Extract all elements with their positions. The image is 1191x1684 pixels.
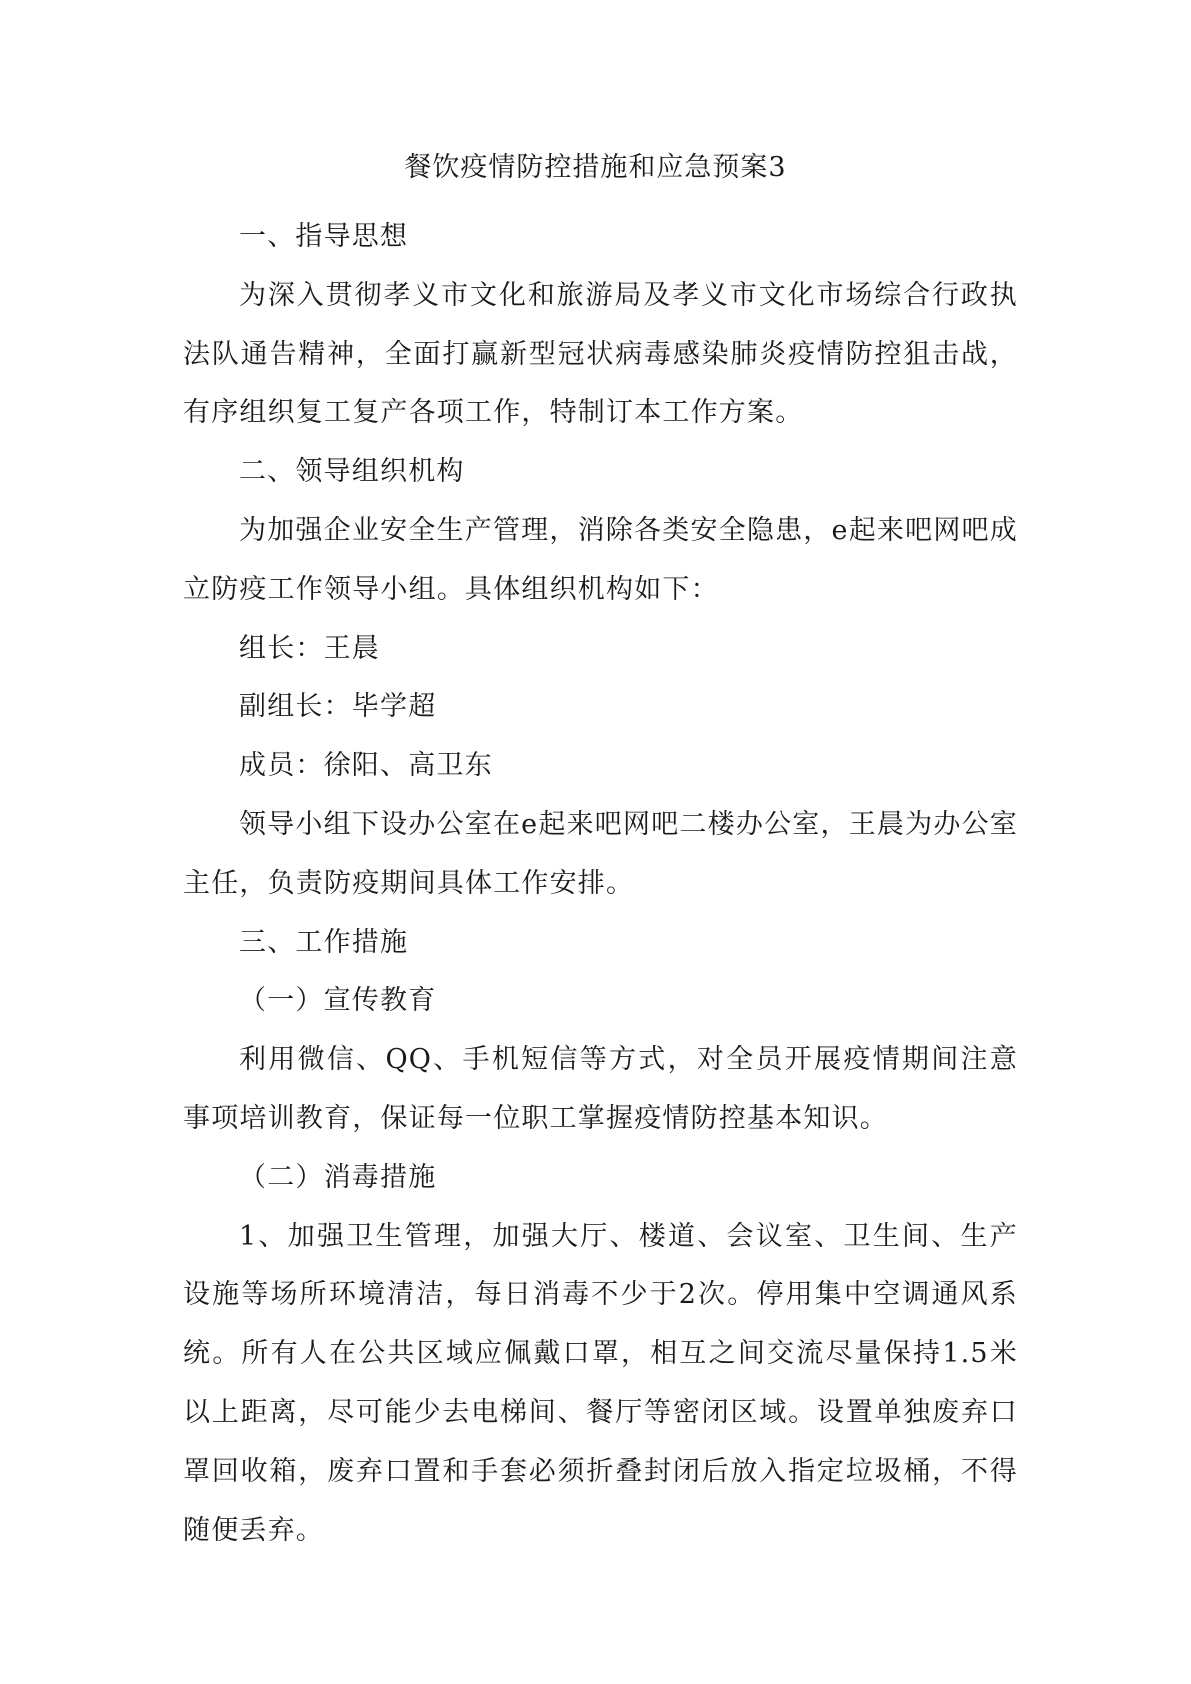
paragraph-office: 领导小组下设办公室在e起来吧网吧二楼办公室，王晨为办公室主任，负责防疫期间具体工作安排。 <box>183 808 1018 899</box>
document-title: 餐饮疫情防控措施和应急预案3 <box>404 152 787 183</box>
heading-guiding-ideology: 一、指导思想 <box>239 221 409 252</box>
document-body <box>183 208 1018 1560</box>
paragraph-guiding-ideology: 为深入贯彻孝义市文化和旅游局及孝义市文化市场综合行政执法队通告精神，全面打赢新型冠状病毒感染肺炎疫情防控狙击战，有序组织复工复产各项工作，特制订本工作方案。 <box>183 279 1018 429</box>
paragraph-publicity-education: 利用微信、QQ、手机短信等方式，对全员开展疫情期间注意事项培训教育，保证每一位职工掌握疫情防控基本知识。 <box>183 1044 1018 1134</box>
team-leader-line: 组长：王晨 <box>239 632 380 664</box>
subheading-disinfection: （二）消毒措施 <box>239 1161 437 1193</box>
paragraph-disinfection: 1、加强卫生管理，加强大厅、楼道、会议室、卫生间、生产设施等场所环境清洁，每日消毒不少于2次。停用集中空调通风系统。所有人在公共区域应佩戴口罩，相互之间交流尽量保持1.5米以上距离，尽可能少去电梯间、餐厅等密闭区域。设置单独废弃口罩回收箱，废弃口置和手套必须折叠封闭后放入指定垃圾桶，不得随便丢弃。 <box>183 1220 1018 1546</box>
subheading-publicity-education: （一）宣传教育 <box>239 985 437 1017</box>
members-line: 成员：徐阳、高卫东 <box>239 750 493 782</box>
heading-work-measures: 三、工作措施 <box>239 926 409 958</box>
paragraph-leadership-organization: 为加强企业安全生产管理，消除各类安全隐患，e起来吧网吧成立防疫工作领导小组。具体组织机构如下： <box>183 514 1018 605</box>
deputy-leader-line: 副组长：毕学超 <box>239 691 437 723</box>
heading-leadership-organization: 二、领导组织机构 <box>239 456 465 488</box>
